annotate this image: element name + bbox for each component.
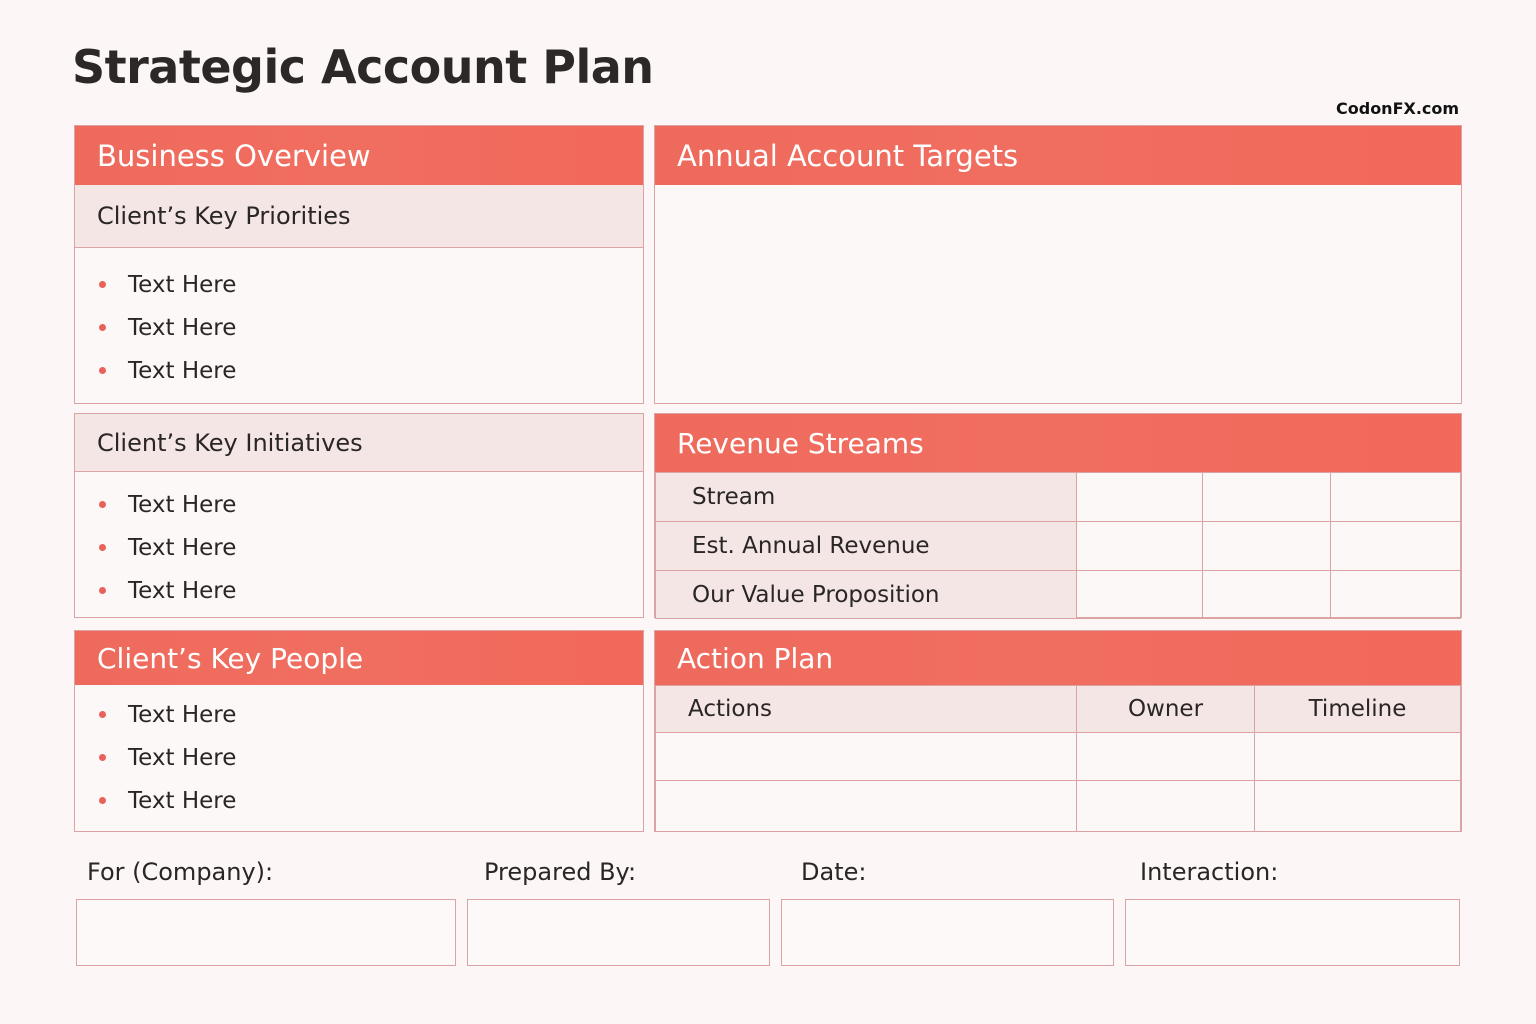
company-field[interactable]	[76, 899, 456, 966]
table-cell[interactable]	[1255, 781, 1461, 832]
table-cell[interactable]	[1077, 781, 1255, 832]
row-label: Our Value Proposition	[656, 571, 1077, 619]
page-title: Strategic Account Plan	[72, 40, 654, 94]
row-label: Stream	[656, 473, 1077, 522]
list-item[interactable]	[99, 483, 643, 526]
table-cell[interactable]	[656, 733, 1077, 781]
table-cell[interactable]	[1203, 473, 1331, 522]
table-cell[interactable]	[656, 781, 1077, 832]
column-header-actions: Actions	[656, 686, 1077, 733]
revenue-streams-panel	[654, 413, 1462, 618]
list-item[interactable]	[99, 569, 643, 612]
item-text: Text Here	[128, 271, 237, 298]
date-label: Date:	[801, 858, 867, 886]
table-row	[656, 781, 1461, 832]
business-overview-panel	[74, 125, 644, 404]
table-row	[656, 522, 1461, 571]
prepared-by-field[interactable]	[467, 899, 770, 966]
table-cell[interactable]	[1077, 571, 1203, 619]
list-item[interactable]	[99, 693, 643, 736]
list-item[interactable]	[99, 526, 643, 569]
table-row	[656, 733, 1461, 781]
bullet-icon	[99, 367, 106, 374]
key-priorities-label: Client’s Key Priorities	[75, 185, 643, 248]
bullet-icon	[99, 711, 106, 718]
row-label: Est. Annual Revenue	[656, 522, 1077, 571]
bullet-icon	[99, 754, 106, 761]
item-text: Text Here	[128, 744, 237, 771]
action-plan-panel	[654, 630, 1462, 832]
item-text: Text Here	[128, 577, 237, 604]
item-text: Text Here	[128, 491, 237, 518]
key-initiatives-label: Client’s Key Initiatives	[75, 414, 643, 472]
annual-targets-panel	[654, 125, 1462, 404]
annual-targets-header: Annual Account Targets	[655, 126, 1461, 185]
table-header-row	[656, 686, 1461, 733]
column-header-owner: Owner	[1077, 686, 1255, 733]
table-cell[interactable]	[1077, 473, 1203, 522]
list-item[interactable]	[99, 349, 643, 392]
column-header-timeline: Timeline	[1255, 686, 1461, 733]
table-cell[interactable]	[1331, 473, 1461, 522]
item-text: Text Here	[128, 357, 237, 384]
key-people-panel	[74, 630, 644, 832]
revenue-streams-header: Revenue Streams	[655, 414, 1461, 472]
revenue-table	[655, 472, 1461, 619]
key-people-header: Client’s Key People	[75, 631, 643, 685]
table-cell[interactable]	[1203, 571, 1331, 619]
company-label: For (Company):	[87, 858, 274, 886]
key-priorities-list	[75, 248, 643, 392]
list-item[interactable]	[99, 779, 643, 822]
list-item[interactable]	[99, 306, 643, 349]
item-text: Text Here	[128, 534, 237, 561]
table-cell[interactable]	[1255, 733, 1461, 781]
action-plan-table	[655, 685, 1461, 832]
table-cell[interactable]	[1077, 522, 1203, 571]
key-people-list	[75, 685, 643, 822]
key-initiatives-panel	[74, 413, 644, 618]
bullet-icon	[99, 501, 106, 508]
interaction-field[interactable]	[1125, 899, 1460, 966]
annual-targets-area[interactable]	[655, 185, 1461, 401]
table-cell[interactable]	[1331, 571, 1461, 619]
prepared-by-label: Prepared By:	[484, 858, 637, 886]
table-row	[656, 571, 1461, 619]
list-item[interactable]	[99, 736, 643, 779]
item-text: Text Here	[128, 701, 237, 728]
list-item[interactable]	[99, 263, 643, 306]
interaction-label: Interaction:	[1140, 858, 1279, 886]
table-cell[interactable]	[1077, 733, 1255, 781]
bullet-icon	[99, 544, 106, 551]
date-field[interactable]	[781, 899, 1114, 966]
bullet-icon	[99, 281, 106, 288]
table-cell[interactable]	[1331, 522, 1461, 571]
action-plan-header: Action Plan	[655, 631, 1461, 685]
bullet-icon	[99, 324, 106, 331]
key-initiatives-list	[75, 472, 643, 612]
item-text: Text Here	[128, 314, 237, 341]
table-cell[interactable]	[1203, 522, 1331, 571]
business-overview-header: Business Overview	[75, 126, 643, 185]
item-text: Text Here	[128, 787, 237, 814]
bullet-icon	[99, 797, 106, 804]
table-row	[656, 473, 1461, 522]
bullet-icon	[99, 587, 106, 594]
brand-logo-text: CodonFX.com	[1336, 99, 1460, 118]
